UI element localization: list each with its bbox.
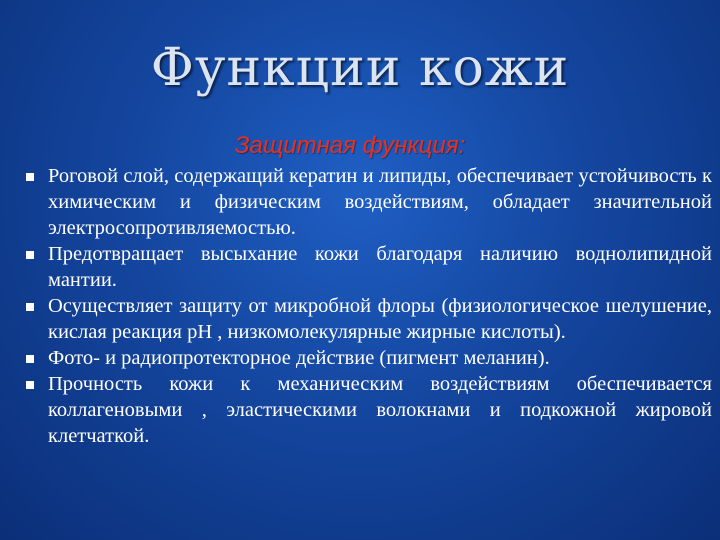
- square-bullet-icon: [26, 173, 34, 181]
- list-item-text: Роговой слой, содержащий кератин и липиды, обеспечивает устойчивость к химическим и физическим воздействиям, обладает значительной электросопротивляемостью.: [48, 165, 712, 239]
- list-item: [22, 371, 712, 449]
- square-bullet-icon: [26, 381, 34, 389]
- slide-subtitle: Защитная функция:: [234, 132, 466, 159]
- list-item-text: Прочность кожи к механическим воздействиям обеспечивается коллагеновыми , эластическими волокнами и подкожной жировой клетчаткой.: [48, 373, 712, 447]
- square-bullet-icon: [26, 355, 34, 363]
- square-bullet-icon: [26, 303, 34, 311]
- slide-title: Функции кожи: [150, 38, 570, 98]
- list-item: [22, 163, 712, 241]
- list-item: [22, 345, 712, 371]
- list-item-text: Осуществляет защиту от микробной флоры (физиологическое шелушение, кислая реакция рН , низкомолекулярные жирные кислоты).: [48, 295, 712, 343]
- bullet-list: [22, 163, 712, 449]
- list-item: [22, 241, 712, 293]
- list-item-text: Фото- и радиопротекторное действие (пигмент меланин).: [48, 347, 550, 369]
- list-item-text: Предотвращает высыхание кожи благодаря наличию воднолипидной мантии.: [48, 243, 712, 291]
- square-bullet-icon: [26, 251, 34, 259]
- list-item: [22, 293, 712, 345]
